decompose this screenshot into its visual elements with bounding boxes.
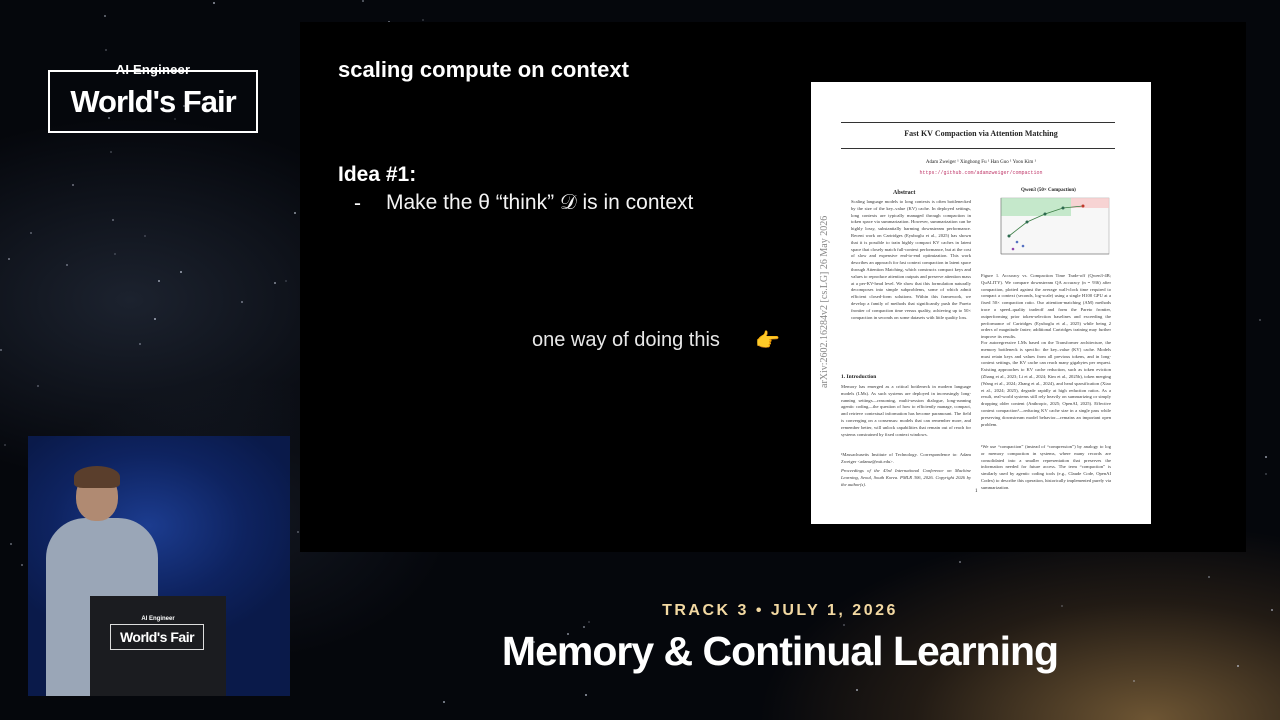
plot-point — [1082, 205, 1085, 208]
arxiv-stamp: arXiv:2602.16284v2 [cs.LG] 26 May 2026 — [819, 215, 830, 389]
paper-screenshot — [811, 82, 1151, 524]
star — [294, 212, 296, 214]
star — [959, 561, 961, 563]
plot-point — [1022, 245, 1025, 248]
star — [114, 253, 116, 255]
star — [1271, 609, 1273, 611]
star — [1133, 680, 1135, 682]
star — [285, 280, 287, 282]
star — [585, 694, 587, 696]
plot-point — [1062, 207, 1065, 210]
idea-heading: Idea #1: — [338, 163, 417, 186]
star — [241, 301, 243, 303]
abstract-heading: Abstract — [893, 190, 916, 196]
bullet-dash: - — [354, 192, 361, 215]
star — [274, 282, 276, 284]
star — [154, 318, 156, 320]
figure-plot — [987, 194, 1113, 268]
star — [112, 219, 114, 221]
figure-caption: Figure 1. Accuracy vs. Compaction Time Trade-off (Qwen3-4B; QuALITY). We compare downstream QA accuracy (n = 936) after compaction, plotted against the average wall-clock time required to compact a context (seconds, log-scale) using a single H100 GPU at a fixed 50× compaction ratio. Our attention-matching (AM) methods trace a speed–quality tradeoff and form the Pareto frontier, outperforming prior token-selection baselines and exceeding the performance of Cartridges (Eyuboglu et al., 2025) while being 2 orders of magnitude faster; additional Cartridges training may further improve its results. — [981, 273, 1111, 340]
star — [0, 349, 2, 351]
star — [66, 264, 68, 266]
paper-title: Fast KV Compaction via Attention Matching — [904, 129, 1058, 138]
presentation-slide — [300, 22, 1246, 552]
highlight-region — [1001, 198, 1071, 216]
star — [588, 621, 590, 623]
star — [856, 689, 858, 691]
star — [297, 531, 299, 533]
star — [1259, 319, 1261, 321]
conference-logo — [48, 62, 258, 131]
star — [180, 271, 182, 273]
paper-top-rule — [841, 122, 1115, 123]
star — [422, 19, 424, 21]
star — [72, 184, 74, 186]
figure-title: Qwen3 (50× Compaction) — [1021, 188, 1076, 193]
star — [1061, 605, 1063, 607]
star — [1237, 665, 1239, 667]
star — [4, 444, 6, 446]
paper-title-rule — [841, 148, 1115, 149]
plot-point — [1008, 235, 1011, 238]
star — [144, 235, 146, 237]
star — [158, 280, 160, 282]
intro-heading: 1. Introduction — [841, 374, 877, 380]
plot-point — [1026, 221, 1029, 224]
right-column-text: For autoregressive LMs based on the Transformer architecture, the memory bottleneck is specific: the key–value (KV) cache. Models must retain keys and values from all previous tokens, and in long-context settings, the KV cache can reach many gigabytes per request. Existing approaches to KV cache reduction, such as token eviction (Zhang et al., 2023; Li et al., 2024; Kim et al., 2025b), token merging (Wang et al., 2024; Zhang et al., 2024), and head sparsification (Xiao et al., 2024; 2025), degrade rapidly at high reduction ratios. As a result, real-world systems still rely heavily on summarizing or simply dropping older content (Anthropic, 2025; OpenAI, 2025). Effective context compaction¹—reducing KV cache size in a single pass while preserving downstream model behavior—remains an important open problem. — [981, 340, 1111, 427]
star — [1265, 473, 1267, 475]
star — [104, 15, 106, 17]
intro-text: Memory has emerged as a critical bottleneck in modern language models (LMs). As such systems are deployed in increasingly long-running settings—reasoning, multi-session dialogue, long-running agentic coding—the question of how to efficiently manage, compact, and retrieve contextual information has become paramount. The field is converging on a consensus: models that can remember more, and remember better, will unlock capabilities that remain out of reach for systems constrained by fixed context windows. — [841, 384, 971, 437]
star — [10, 543, 12, 545]
speaker-hair — [74, 466, 120, 488]
star — [110, 151, 112, 153]
affiliation-footnote: ¹Massachusetts Institute of Technology. Correspondence to: Adam Zweiger <adamz@mit.edu>. — [841, 452, 971, 464]
slide-title: scaling compute on context — [338, 57, 629, 82]
logo-worlds-fair: World's Fair — [48, 70, 258, 133]
star — [1208, 576, 1210, 578]
star — [843, 624, 845, 626]
podium-logo-worlds-fair: World's Fair — [110, 624, 204, 650]
star — [362, 0, 364, 2]
star — [443, 701, 445, 703]
star — [213, 2, 215, 4]
star — [139, 343, 141, 345]
paper-url: https://github.com/adamzweiger/compaction — [919, 170, 1043, 176]
abstract-text: Scaling language models to long contexts is often bottlenecked by the size of the key–value (KV) cache. In deployed settings, long contexts are typically managed through compaction in token space via summarization. However, summarization can be highly lossy, substantially harming downstream performance. Recent work on Cartridges (Eyuboglu et al., 2025) has shown that it is possible to train highly compact KV caches in latent space that closely match full-context performance, but at the cost of slow and expensive end-to-end optimization. This work describes an approach for fast context compaction in latent space through Attention Matching, which constructs compact keys and values to reproduce attention outputs and preserve attention mass at a per-KV-head level. We show that this formulation naturally decomposes into simple subproblems, some of which admit efficient closed-form solutions. Within this framework, we develop a family of methods that significantly push the Pareto frontier of compaction time versus quality, achieving up to 50× compaction in seconds on some datasets with little quality loss. — [851, 199, 971, 320]
slide-note: one way of doing this — [532, 329, 720, 351]
compaction-footnote: ¹We use “compaction” (instead of “compression”) by analogy to log or memory compaction in systems, where many records are consolidated into a smaller representation that preserves the information needed for future access. The term “compaction” is similarly used by agentic coding tools (e.g., Claude Code, OpenAI Codex) to describe this operation, historically implemented purely via summarization. — [981, 444, 1111, 490]
plot-point — [1016, 241, 1019, 244]
track-info: TRACK 3 • JULY 1, 2026 — [662, 602, 898, 619]
page-number: 1 — [975, 489, 978, 494]
plot-point — [1012, 248, 1015, 251]
speaker-webcam — [28, 436, 290, 696]
session-title: Memory & Continual Learning — [501, 628, 1059, 674]
pointing-right-hand-icon: 👉 — [755, 330, 780, 352]
star — [37, 385, 39, 387]
podium-logo — [110, 616, 206, 660]
paper-authors: Adam Zweiger ¹ Xinghong Fu ¹ Han Guo ¹ Yoon Kim ¹ — [925, 160, 1037, 165]
star — [21, 564, 23, 566]
star — [30, 232, 32, 234]
logo-ai-engineer: AI Engineer — [115, 62, 191, 77]
star — [105, 49, 107, 51]
bullet-text: Make the θ “think” 𝒟 is in context — [386, 191, 694, 214]
podium-logo-ai-engineer: AI Engineer — [141, 616, 175, 622]
star — [8, 258, 10, 260]
plot-point — [1044, 213, 1047, 216]
star — [1265, 456, 1267, 458]
proceedings-note: Proceedings of the 43rd International Conference on Machine Learning, Seoul, South Korea. PMLR 306, 2026. Copyright 2026 by the author(s). — [841, 468, 971, 487]
